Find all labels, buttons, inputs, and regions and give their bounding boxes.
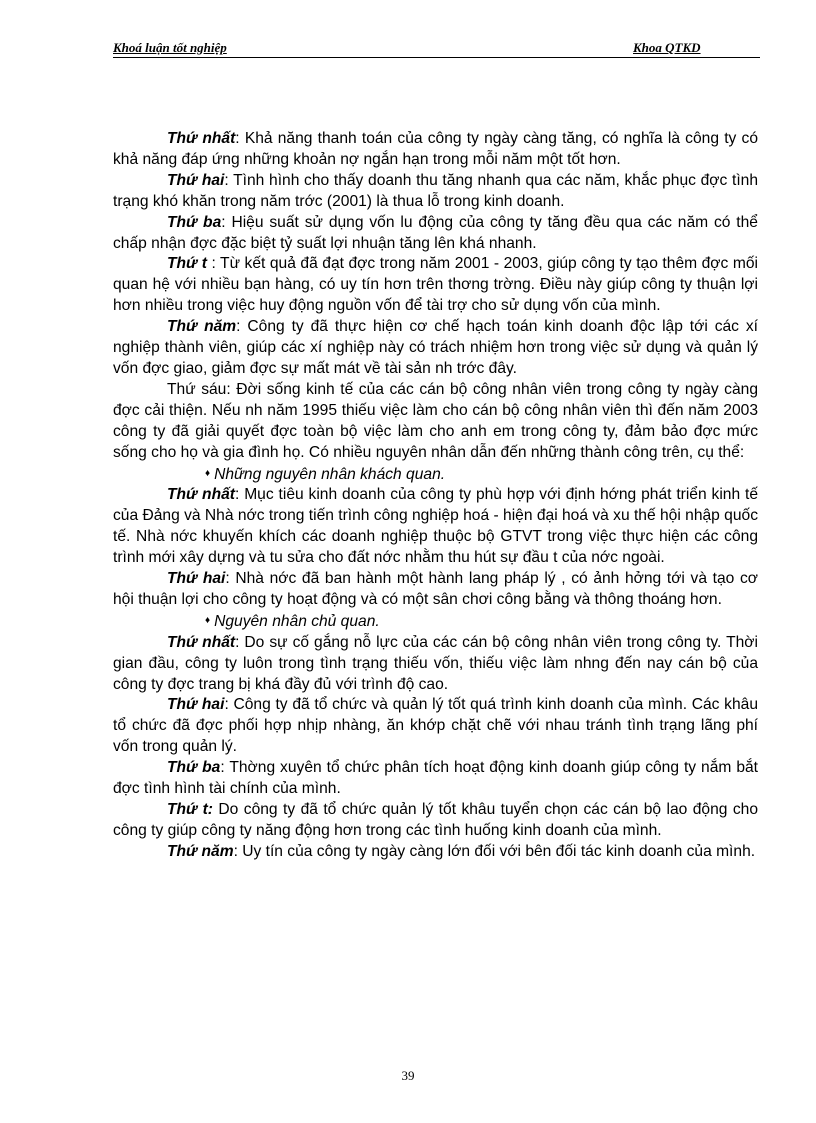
paragraph [113,317,758,380]
paragraph-lead: Thứ nhất [167,633,236,651]
bullet-text: Nguyên nhân chủ quan. [214,612,380,630]
paragraph-text: : Thờng xuyên tổ chức phân tích hoạt động kinh doanh giúp công ty nắm bắt đợc tình hình tài chính của mình. [113,759,758,798]
paragraph-lead: Thứ hai [167,171,225,189]
bullet-text: Những nguyên nhân khách quan. [214,465,446,483]
page-header [113,40,760,58]
paragraph-text: : Do sự cố gắng nỗ lực của các cán bộ công nhân viên trong công ty. Thời gian đầu, công ty luôn trong tình trạng thiếu vốn, thiếu việc làm nhng đến nay cán bộ của công ty đợc trang bị khá đầy đủ với trình độ cao. [113,633,758,693]
paragraph [113,380,758,464]
paragraph-lead: Thứ hai [167,696,225,714]
paragraph [113,485,758,569]
bullet-heading-subjective [113,611,758,633]
paragraph-lead: Thứ t [167,255,212,273]
paragraph-lead: Thứ nhất [167,130,236,147]
paragraph [113,695,758,758]
paragraph-text: : Công ty đã tổ chức và quản lý tốt quá trình kinh doanh của mình. Các khâu tổ chức đã đợc phối hợp nhịp nhàng, ăn khớp chặt chẽ với nhau tránh tình trạng lãng phí vốn trong quản lý. [113,696,758,756]
header-right: Khoa QTKD [633,40,701,55]
paragraph [113,254,758,317]
diamond-bullet-icon: ♦ [205,467,211,479]
paragraph-text: : Khả năng thanh toán của công ty ngày càng tăng, có nghĩa là công ty có khả năng đáp ứng những khoản nợ ngắn hạn trong mỗi năm một tốt hơn. [113,130,758,168]
paragraph-lead: Thứ hai [167,570,226,588]
paragraph-lead: Thứ năm [167,318,237,336]
paragraph [113,171,758,213]
paragraph [113,758,758,800]
diamond-bullet-icon: ♦ [205,614,211,626]
paragraph [113,842,758,863]
paragraph [113,213,758,255]
paragraph-text: : Hiệu suất sử dụng vốn lu động của công ty tăng đều qua các năm có thể chấp nhận đợc đặc biệt tỷ suất lợi nhuận tăng lên khá nhanh. [113,213,758,252]
page-number: 39 [401,1068,415,1083]
paragraph [113,800,758,842]
paragraph-text: Do công ty đã tổ chức quản lý tốt khâu tuyển chọn các cán bộ lao động cho công ty giúp công ty năng động hơn trong các tình huống kinh doanh của mình. [113,801,758,839]
header-left: Khoá luận tốt nghiệp [113,40,227,55]
paragraph-lead: Thứ ba [167,759,221,777]
paragraph-text: : Nhà nớc đã ban hành một hành lang pháp lý , có ảnh hởng tới và tạo cơ hội thuận lợi cho công ty hoạt động và có một sân chơi công bằng và thông thoáng hơn. [113,570,758,608]
paragraph-lead: Thứ t: [167,801,213,818]
paragraph-lead: Thứ ba [167,213,222,231]
paragraph-text: : Công ty đã thực hiện cơ chế hạch toán kinh doanh độc lập tới các xí nghiệp thành viên, giúp các xí nghiệp này có trách nhiệm hơn trong việc sử dụng và quản lý vốn đợc giao, giảm đợc sự mất mát về tài sản nh trớc đây. [113,318,759,377]
paragraph-text: : Từ kết quả đã đạt đợc trong năm 2001 - 2003, giúp công ty tạo thêm đợc mối quan hệ với nhiều bạn hàng, có uy tín hơn trên thơng trờng. Điều này giúp công ty thuận lợi hơn nhiều trong việc huy động nguồn vốn để tài trợ cho sử dụng vốn của mình. [113,255,758,315]
paragraph-lead: Thứ nhất [167,486,235,504]
paragraph-text: : Tình hình cho thấy doanh thu tăng nhanh qua các năm, khắc phục đợc tình trạng khó khăn trong năm trớc (2001) là thua lỗ trong kinh doanh. [113,171,759,210]
paragraph-lead: Thứ năm [167,842,234,860]
paragraph-text: : Uy tín của công ty ngày càng lớn đối với bên đối tác kinh doanh của mình. [233,842,756,860]
paragraph [113,569,758,611]
paragraph [113,129,758,171]
document-body [113,129,758,863]
paragraph-text: Thứ sáu: Đời sống kinh tế của các cán bộ công nhân viên trong công ty ngày càng đợc cải thiện. Nếu nh năm 1995 thiếu việc làm cho cán bộ công nhân viên thì đến năm 2003 công ty đã giải quyết đợc toàn bộ việc làm cho anh em trong công ty, đảm bảo đợc mức sống cho họ và gia đình họ. Có nhiều nguyên nhân dẫn đến những thành công trên, cụ thể: [113,380,758,461]
bullet-heading-objective [113,464,758,486]
paragraph-text: : Mục tiêu kinh doanh của công ty phù hợp với định hớng phát triển kinh tế của Đảng và Nhà nớc trong tiến trình công nghiệp hoá - hiện đại hoá và xu thế hội nhập quốc tế. Nhà nớc khuyến khích các doanh nghiệp thuộc bộ GTVT trong việc thực hiện các công trình mới xây dựng và tu sửa cho đất nớc nhằm thu hút sự đầu t của nớc ngoài. [113,486,759,567]
paragraph [113,633,758,696]
